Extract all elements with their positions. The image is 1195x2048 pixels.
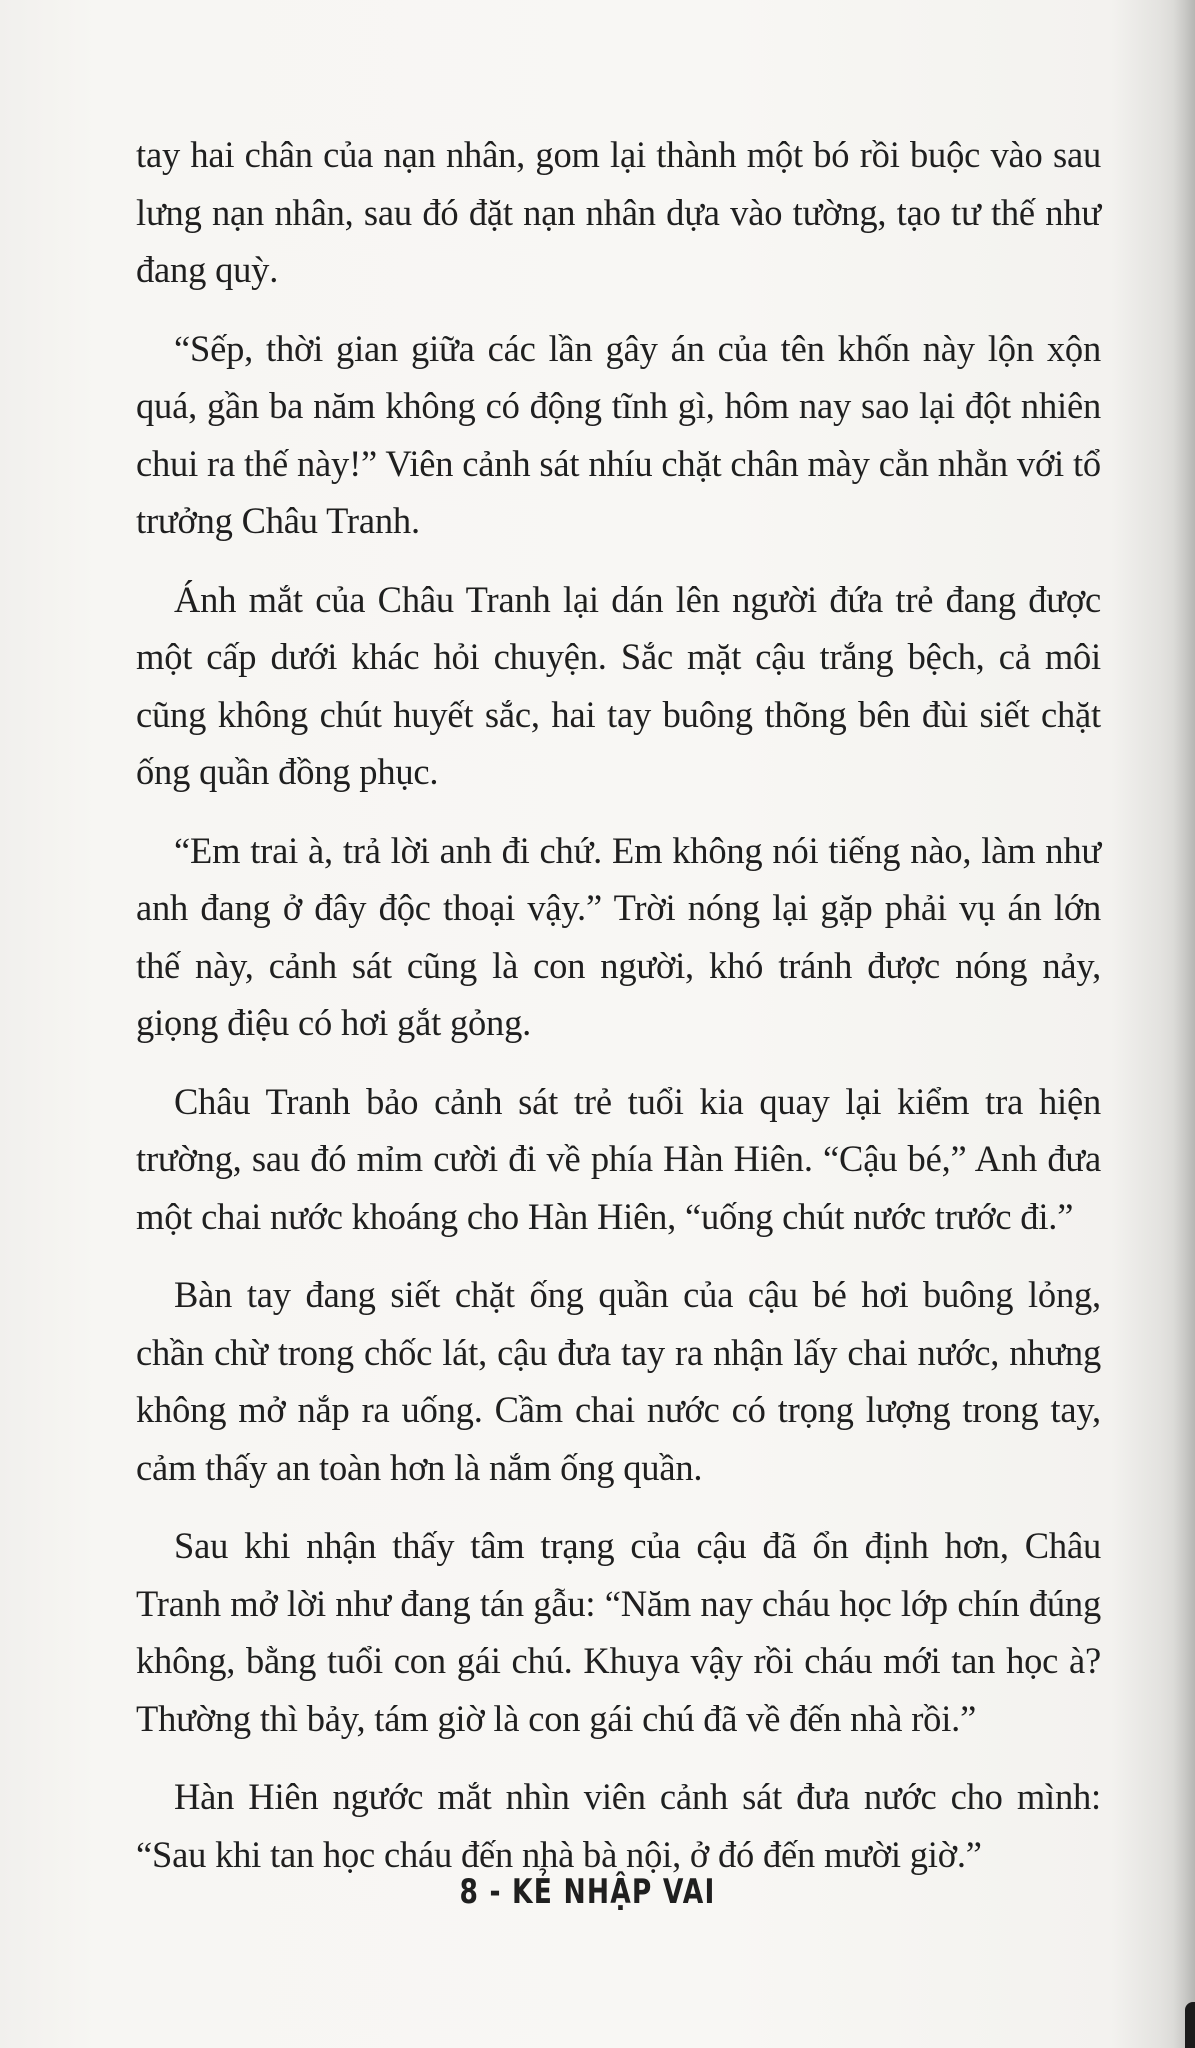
page-edge-shadow xyxy=(1173,0,1195,2048)
paragraph-3: Ánh mắt của Châu Tranh lại dán lên người đứa trẻ đang được một cấp dưới khác hỏi chuyện. Sắc mặt cậu trắng bệch, cả môi cũng không chút huyết sắc, hai tay buông thõng bên đùi siết chặt ống quần đồng phục. xyxy=(136,578,1101,792)
paragraph-1: tay hai chân của nạn nhân, gom lại thành một bó rồi buộc vào sau lưng nạn nhân, sau đó đặt nạn nhân dựa vào tường, tạo tư thế như đang quỳ. xyxy=(136,134,1101,290)
paragraph-5: Châu Tranh bảo cảnh sát trẻ tuổi kia quay lại kiểm tra hiện trường, sau đó mỉm cười đi về phía Hàn Hiên. “Cậu bé,” Anh đưa một chai nước khoáng cho Hàn Hiên, “uống chút nước trước đi.” xyxy=(136,1080,1101,1237)
paragraph-2: “Sếp, thời gian giữa các lần gây án của tên khốn này lộn xộn quá, gần ba năm không có động tĩnh gì, hôm nay sao lại đột nhiên chui ra thế này!” Viên cảnh sát nhíu chặt chân mày cằn nhằn với tổ trưởng Châu Tranh. xyxy=(136,327,1101,541)
page-corner xyxy=(1185,2002,1195,2048)
paragraph-8: Hàn Hiên ngước mắt nhìn viên cảnh sát đưa nước cho mình: “Sau khi tan học cháu đến nhà bà nội, ở đó đến mười giờ.” xyxy=(136,1776,1101,1875)
paragraph-4: “Em trai à, trả lời anh đi chứ. Em không nói tiếng nào, làm như anh đang ở đây độc thoại vậy.” Trời nóng lại gặp phải vụ án lớn thế này, cảnh sát cũng là con người, khó tránh được nóng nảy, giọng điệu có hơi gắt gỏng. xyxy=(136,829,1101,1043)
paragraph-7: Sau khi nhận thấy tâm trạng của cậu đã ổn định hơn, Châu Tranh mở lời như đang tán gẫu: “Năm nay cháu học lớp chín đúng không, bằng tuổi con gái chú. Khuya vậy rồi cháu mới tan học à? Thường thì bảy, tám giờ là con gái chú đã về đến nhà rồi.” xyxy=(136,1525,1101,1739)
body-text xyxy=(136,126,1101,1904)
paragraph-6: Bàn tay đang siết chặt ống quần của cậu bé hơi buông lỏng, chần chừ trong chốc lát, cậu đưa tay ra nhận lấy chai nước, nhưng không mở nắp ra uống. Cầm chai nước có trọng lượng trong tay, cảm thấy an toàn hơn là nắm ống quần. xyxy=(136,1274,1101,1488)
page-footer: 8 - KẺ NHẬP VAI xyxy=(459,1872,716,1912)
